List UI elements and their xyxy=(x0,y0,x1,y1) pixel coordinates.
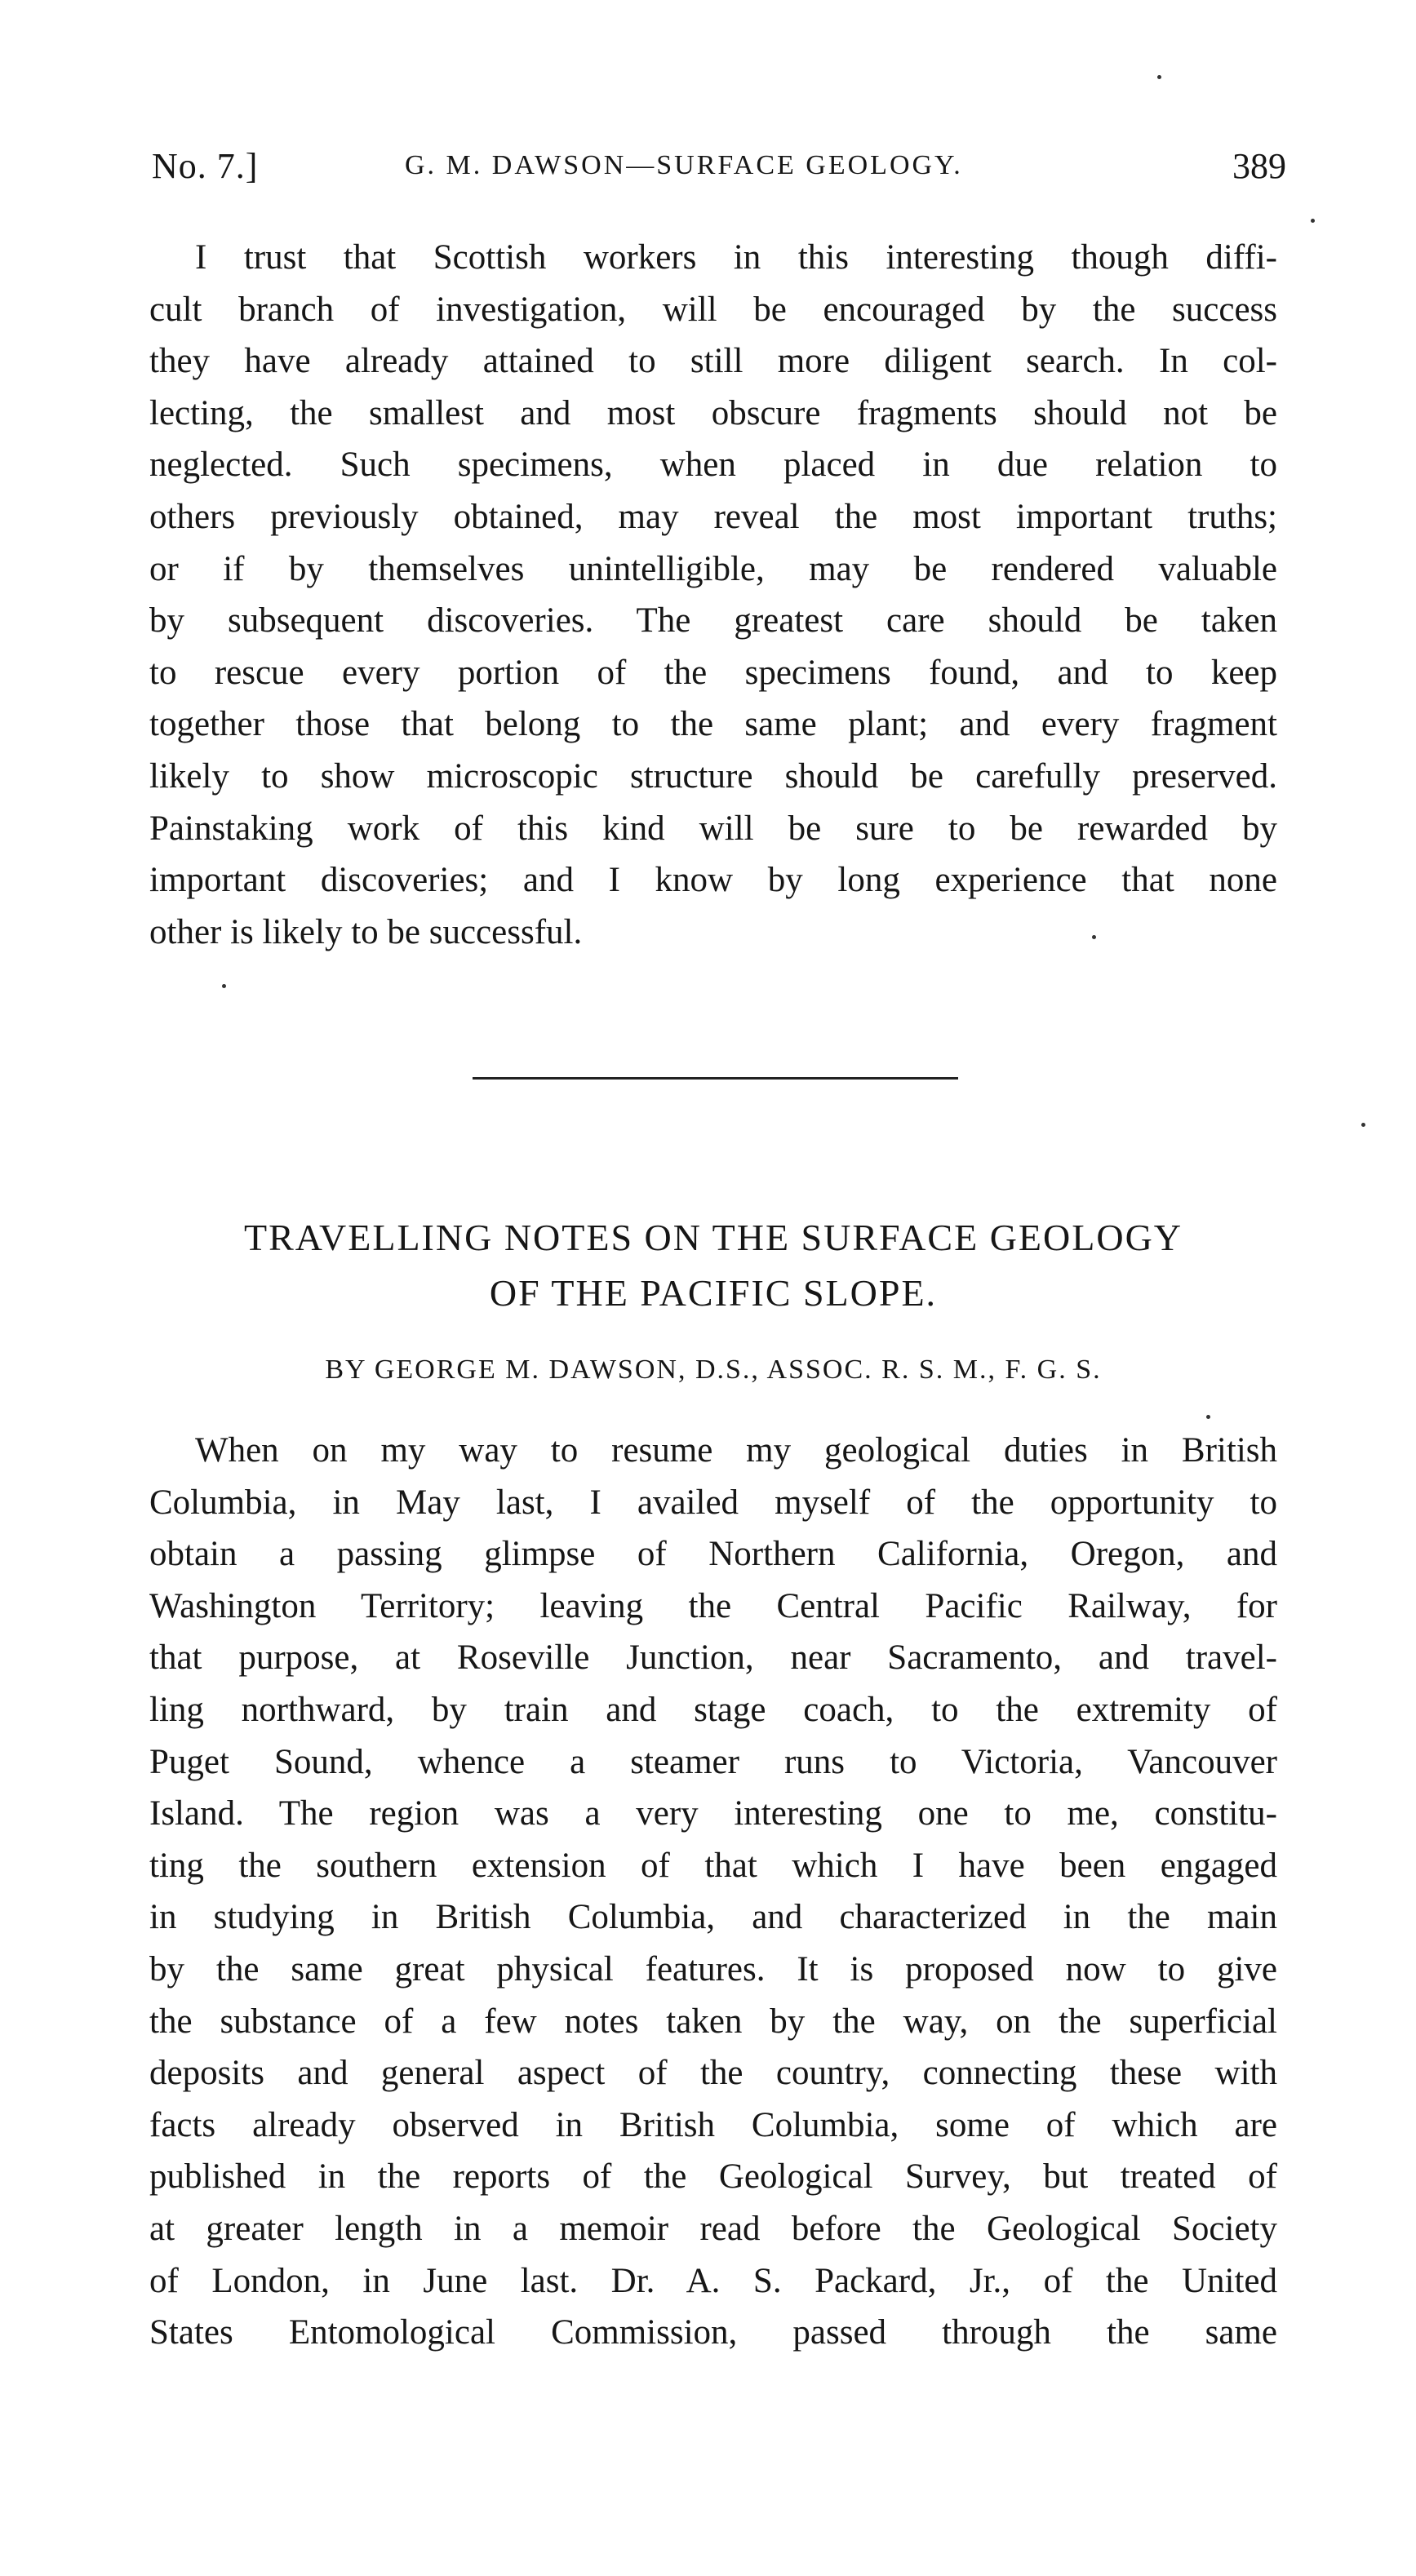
text-line: published in the reports of the Geological Survey, but treated of xyxy=(149,2157,1277,2197)
text-line: together those that belong to the same plant; and every fragment xyxy=(149,705,1277,744)
running-header xyxy=(152,145,1286,202)
text-line: ting the southern extension of that which I have been engaged xyxy=(149,1846,1277,1885)
scan-speck xyxy=(1311,219,1315,223)
text-line: likely to show microscopic structure should be carefully preserved. xyxy=(149,756,1277,796)
closing-paragraph xyxy=(149,232,1277,958)
text-line: Island. The region was a very interesting one to me, constitu- xyxy=(149,1794,1277,1833)
text-line: they have already attained to still more diligent search. In col- xyxy=(149,342,1277,381)
text-line: important discoveries; and I know by long experience that none xyxy=(149,861,1277,900)
text-line: or if by themselves unintelligible, may be rendered valuable xyxy=(149,549,1277,588)
text-line: Painstaking work of this kind will be sure to be rewarded by xyxy=(149,809,1277,848)
text-line: I trust that Scottish workers in this interesting though diffi- xyxy=(195,238,1277,277)
text-line: ling northward, by train and stage coach, to the extremity of xyxy=(149,1690,1277,1729)
article-title-line-1: TRAVELLING NOTES ON THE SURFACE GEOLOGY xyxy=(243,1217,1183,1258)
running-title: G. M. DAWSON—SURFACE GEOLOGY. xyxy=(405,150,963,180)
scan-speck xyxy=(1361,1123,1365,1127)
text-line: cult branch of investigation, will be encouraged by the success xyxy=(149,290,1277,329)
text-line: When on my way to resume my geological duties in British xyxy=(195,1431,1277,1470)
text-line: deposits and general aspect of the country, connecting these with xyxy=(149,2054,1277,2093)
text-line: obtain a passing glimpse of Northern California, Oregon, and xyxy=(149,1535,1277,1574)
issue-number: No. 7.] xyxy=(152,146,259,186)
text-line: others previously obtained, may reveal the most important truths; xyxy=(149,497,1277,536)
article-title-line-2: OF THE PACIFIC SLOPE. xyxy=(489,1272,938,1314)
text-line: neglected. Such specimens, when placed in due relation to xyxy=(149,446,1277,485)
text-line: Washington Territory; leaving the Central Pacific Railway, for xyxy=(149,1586,1277,1625)
article-body xyxy=(149,1425,1277,2359)
text-line: of London, in June last. Dr. A. S. Packard, Jr., of the United xyxy=(149,2261,1277,2300)
scan-speck xyxy=(1157,75,1161,79)
text-line: by subsequent discoveries. The greatest care should be taken xyxy=(149,601,1277,641)
page-number: 389 xyxy=(1232,146,1286,186)
author-byline: BY GEORGE M. DAWSON, D.S., ASSOC. R. S. M., F. G. S. xyxy=(325,1355,1102,1385)
text-line: Columbia, in May last, I availed myself of the opportunity to xyxy=(149,1483,1277,1522)
text-line: States Entomological Commission, passed through the same xyxy=(149,2313,1277,2352)
scan-speck xyxy=(222,984,226,988)
text-line: in studying in British Columbia, and characterized in the main xyxy=(149,1898,1277,1937)
text-line: the substance of a few notes taken by the way, on the superficial xyxy=(149,2002,1277,2041)
scan-speck xyxy=(1206,1415,1210,1419)
scan-speck xyxy=(1092,935,1096,939)
text-line: at greater length in a memoir read before the Geological Society xyxy=(149,2209,1277,2248)
text-line: that purpose, at Roseville Junction, near Sacramento, and travel- xyxy=(149,1638,1277,1678)
text-line: to rescue every portion of the specimens found, and to keep xyxy=(149,653,1277,692)
section-divider xyxy=(473,1077,958,1080)
text-line: by the same great physical features. It is proposed now to give xyxy=(149,1949,1277,1989)
text-line: lecting, the smallest and most obscure fragments should not be xyxy=(149,393,1277,432)
text-line: other is likely to be successful. xyxy=(149,912,583,951)
text-line: facts already observed in British Columbia, some of which are xyxy=(149,2105,1277,2144)
text-line: Puget Sound, whence a steamer runs to Victoria, Vancouver xyxy=(149,1742,1277,1781)
